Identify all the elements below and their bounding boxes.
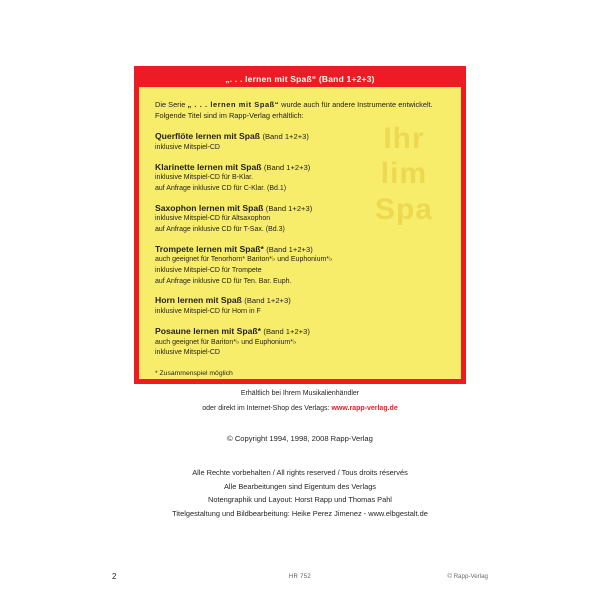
item-title-text: Horn lernen mit Spaß <box>155 295 242 306</box>
item-band-text: (Band 1+2+3) <box>244 296 291 306</box>
ghost-line-2: lim <box>380 157 428 191</box>
item-title-text: Klarinette lernen mit Spaß <box>155 161 262 172</box>
availability-block <box>155 389 445 414</box>
panel-header-title: „. . . lernen mit Spaß“ (Band 1+2+3) <box>139 71 461 87</box>
item-band-text: (Band 1+2+3) <box>263 326 310 336</box>
item-title <box>155 295 445 306</box>
list-item <box>155 162 445 194</box>
item-subline: inklusive Mitspiel-CD <box>155 349 220 357</box>
copyright-line: © Copyright 1994, 1998, 2008 Rapp-Verlag <box>227 434 373 443</box>
item-title <box>155 131 445 142</box>
item-title <box>155 244 445 255</box>
rights-line-4: Titelgestaltung und Bildbearbeitung: Heike Perez Jimenez - www.elbgestalt.de <box>172 509 428 519</box>
advert-panel <box>134 66 466 412</box>
item-title <box>155 162 445 173</box>
intro-series-name: „ . . . lernen mit Spaß“ <box>187 100 280 109</box>
item-title-text: Trompete lernen mit Spaß* <box>155 243 264 254</box>
list-item <box>155 203 445 235</box>
rights-line-1: Alle Rechte vorbehalten / All rights reserved / Tous droits réservés <box>192 468 408 477</box>
item-subline: inklusive Mitspiel-CD für Trompete <box>155 267 262 275</box>
intro-paragraph <box>155 99 445 121</box>
list-item <box>155 244 445 287</box>
item-subline: inklusive Mitspiel-CD <box>155 143 220 151</box>
list-item <box>155 326 445 358</box>
item-subline: auch geeignet für Tenorhorn* Bariton*♭ und Euphonium*♭ <box>155 256 333 264</box>
item-subline: auch geeignet für Bariton*♭ und Euphonium*♭ <box>155 338 297 346</box>
item-band-text: (Band 1+2+3) <box>263 162 311 172</box>
availability-line-2 <box>155 404 445 414</box>
page-number: 2 <box>112 572 117 581</box>
item-title-text: Querflöte lernen mit Spaß <box>155 131 261 142</box>
rights-line-3: Notengraphik und Layout: Horst Rapp und Thomas Pahl <box>208 495 392 505</box>
item-subline: auf Anfrage inklusive CD für C-Klar. (Bd.1) <box>155 185 287 192</box>
item-subline: inklusive Mitspiel-CD für Altsaxophon <box>155 215 271 223</box>
ghost-line-3: Spa <box>374 192 433 226</box>
panel-body <box>139 87 461 412</box>
list-item <box>155 295 445 316</box>
intro-text-pre: Die Serie <box>155 100 186 109</box>
publisher-credit: © Rapp-Verlag <box>447 573 488 580</box>
item-title <box>155 326 445 337</box>
item-subline: inklusive Mitspiel-CD für B-Klar. <box>155 174 254 182</box>
intro-text-line2: Folgende Titel sind im Rapp-Verlag erhältlich: <box>155 111 304 121</box>
item-title <box>155 203 445 214</box>
item-band-text: (Band 1+2+3) <box>265 203 313 213</box>
item-subline: auf Anfrage inklusive CD für T-Sax. (Bd.3) <box>155 226 285 234</box>
item-band-text: (Band 1+2+3) <box>266 244 313 254</box>
shop-url-link[interactable]: www.rapp-verlag.de <box>331 404 398 412</box>
ghost-line-1: Ihr <box>383 122 425 155</box>
item-title-text: Posaune lernen mit Spaß* <box>155 325 262 336</box>
rights-block <box>0 466 600 521</box>
item-title-text: Saxophon lernen mit Spaß <box>155 202 264 213</box>
availability-line-1: Erhältlich bei Ihrem Musikalienhändler <box>240 389 360 397</box>
footnote: * Zusammenspiel möglich <box>155 369 233 377</box>
item-subline: auf Anfrage inklusive CD für Ten. Bar. Euph. <box>155 277 292 285</box>
item-subline: inklusive Mitspiel-CD für Horn in F <box>155 308 261 316</box>
item-band-text: (Band 1+2+3) <box>262 132 309 142</box>
plate-number: HR 752 <box>288 574 312 580</box>
rights-line-2: Alle Bearbeitungen sind Eigentum des Verlags <box>223 481 377 491</box>
availability-line-2-text: oder direkt im Internet-Shop des Verlags: <box>202 404 330 412</box>
intro-text-post: wurde auch für andere Instrumente entwickelt. <box>281 100 433 109</box>
list-item <box>155 131 445 152</box>
